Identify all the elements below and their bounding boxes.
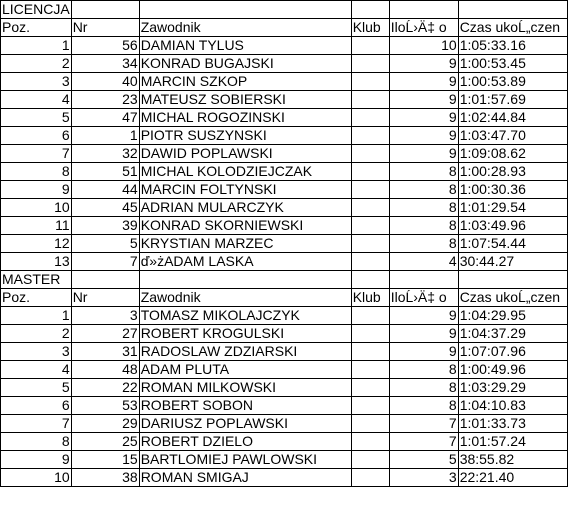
cell-nr[interactable]: 44 <box>71 181 139 199</box>
table-row <box>1 469 568 487</box>
cell-czas[interactable]: 1:04:29.95 <box>458 307 567 325</box>
cell-zawodnik[interactable]: KONRAD BUGAJSKI <box>139 55 351 73</box>
cell-nr[interactable]: 48 <box>71 361 139 379</box>
cell-czas[interactable]: 1:01:57.69 <box>458 91 567 109</box>
cell-czas[interactable]: 1:01:29.54 <box>458 199 567 217</box>
table-row <box>1 109 568 127</box>
cell-zawodnik[interactable]: PIOTR SUSZYNSKI <box>139 127 351 145</box>
cell-zawodnik[interactable]: DAMIAN TYLUS <box>139 37 351 55</box>
table-row <box>1 325 568 343</box>
header-ilosc[interactable]: IloĹ›Ä‡ o <box>389 19 458 37</box>
cell-czas[interactable]: 1:01:57.24 <box>458 433 567 451</box>
cell-poz[interactable]: 7 <box>1 415 72 433</box>
cell-klub[interactable] <box>351 55 389 73</box>
table-row <box>1 451 568 469</box>
cell-ilosc[interactable]: 8 <box>389 361 458 379</box>
header-czas[interactable]: Czas ukoĹ„czen <box>458 289 567 307</box>
table-row <box>1 415 568 433</box>
empty-cell[interactable] <box>458 271 567 289</box>
empty-cell[interactable] <box>71 271 139 289</box>
cell-nr[interactable]: 1 <box>71 127 139 145</box>
cell-poz[interactable]: 3 <box>1 73 72 91</box>
empty-cell[interactable] <box>351 1 389 19</box>
cell-klub[interactable] <box>351 397 389 415</box>
table-row <box>1 91 568 109</box>
cell-klub[interactable] <box>351 415 389 433</box>
cell-zawodnik[interactable]: ADAM PLUTA <box>139 361 351 379</box>
cell-nr[interactable]: 56 <box>71 37 139 55</box>
cell-czas[interactable]: 1:04:37.29 <box>458 325 567 343</box>
cell-nr[interactable]: 22 <box>71 379 139 397</box>
cell-czas[interactable]: 1:00:30.36 <box>458 181 567 199</box>
cell-ilosc[interactable]: 9 <box>389 307 458 325</box>
table-row <box>1 343 568 361</box>
cell-czas[interactable]: 1:02:44.84 <box>458 109 567 127</box>
cell-zawodnik[interactable]: MICHAL ROGOZINSKI <box>139 109 351 127</box>
header-row <box>1 19 568 37</box>
cell-poz[interactable]: 10 <box>1 469 72 487</box>
cell-poz[interactable]: 5 <box>1 109 72 127</box>
cell-ilosc[interactable]: 5 <box>389 451 458 469</box>
header-row <box>1 289 568 307</box>
table-row <box>1 217 568 235</box>
cell-ilosc[interactable]: 3 <box>389 469 458 487</box>
cell-klub[interactable] <box>351 163 389 181</box>
cell-zawodnik[interactable]: DAWID POPLAWSKI <box>139 145 351 163</box>
table-row <box>1 361 568 379</box>
cell-poz[interactable]: 2 <box>1 325 72 343</box>
cell-zawodnik[interactable]: ď»żADAM LASKA <box>139 253 351 271</box>
table-row <box>1 433 568 451</box>
cell-klub[interactable] <box>351 91 389 109</box>
cell-klub[interactable] <box>351 361 389 379</box>
header-zawodnik[interactable]: Zawodnik <box>139 19 351 37</box>
cell-ilosc[interactable]: 8 <box>389 397 458 415</box>
cell-poz[interactable]: 4 <box>1 91 72 109</box>
cell-poz[interactable]: 9 <box>1 181 72 199</box>
section-title-row <box>1 271 568 289</box>
cell-poz[interactable]: 9 <box>1 451 72 469</box>
table-row <box>1 73 568 91</box>
cell-nr[interactable]: 38 <box>71 469 139 487</box>
cell-nr[interactable]: 32 <box>71 145 139 163</box>
cell-zawodnik[interactable]: MARCIN FOLTYNSKI <box>139 181 351 199</box>
cell-ilosc[interactable]: 9 <box>389 109 458 127</box>
cell-ilosc[interactable]: 7 <box>389 415 458 433</box>
cell-poz[interactable]: 3 <box>1 343 72 361</box>
cell-nr[interactable]: 39 <box>71 217 139 235</box>
table-row <box>1 55 568 73</box>
empty-cell[interactable] <box>389 1 458 19</box>
cell-zawodnik[interactable]: ROBERT SOBON <box>139 397 351 415</box>
cell-poz[interactable]: 13 <box>1 253 72 271</box>
table-row <box>1 199 568 217</box>
empty-cell[interactable] <box>71 1 139 19</box>
cell-poz[interactable]: 10 <box>1 199 72 217</box>
cell-zawodnik[interactable]: RADOSLAW ZDZIARSKI <box>139 343 351 361</box>
empty-cell[interactable] <box>139 271 351 289</box>
cell-ilosc[interactable]: 8 <box>389 199 458 217</box>
cell-ilosc[interactable]: 7 <box>389 433 458 451</box>
cell-klub[interactable] <box>351 127 389 145</box>
cell-klub[interactable] <box>351 325 389 343</box>
cell-nr[interactable]: 27 <box>71 325 139 343</box>
cell-klub[interactable] <box>351 37 389 55</box>
header-klub[interactable]: Klub <box>351 19 389 37</box>
cell-klub[interactable] <box>351 109 389 127</box>
cell-nr[interactable]: 29 <box>71 415 139 433</box>
cell-klub[interactable] <box>351 379 389 397</box>
cell-czas[interactable]: 38:55.82 <box>458 451 567 469</box>
cell-poz[interactable]: 4 <box>1 361 72 379</box>
cell-klub[interactable] <box>351 343 389 361</box>
cell-nr[interactable]: 23 <box>71 91 139 109</box>
cell-ilosc[interactable]: 8 <box>389 163 458 181</box>
cell-zawodnik[interactable]: KRYSTIAN MARZEC <box>139 235 351 253</box>
cell-nr[interactable]: 31 <box>71 343 139 361</box>
cell-nr[interactable]: 15 <box>71 451 139 469</box>
cell-ilosc[interactable]: 9 <box>389 145 458 163</box>
table-row <box>1 307 568 325</box>
cell-czas[interactable]: 1:07:07.96 <box>458 343 567 361</box>
cell-nr[interactable]: 7 <box>71 253 139 271</box>
cell-klub[interactable] <box>351 73 389 91</box>
cell-nr[interactable]: 47 <box>71 109 139 127</box>
cell-czas[interactable]: 1:04:10.83 <box>458 397 567 415</box>
cell-czas[interactable]: 1:00:49.96 <box>458 361 567 379</box>
table-row <box>1 181 568 199</box>
cell-poz[interactable]: 1 <box>1 307 72 325</box>
cell-poz[interactable]: 11 <box>1 217 72 235</box>
header-nr[interactable]: Nr <box>71 289 139 307</box>
cell-ilosc[interactable]: 8 <box>389 379 458 397</box>
cell-poz[interactable]: 8 <box>1 433 72 451</box>
header-poz[interactable]: Poz. <box>1 19 72 37</box>
cell-ilosc[interactable]: 9 <box>389 73 458 91</box>
section-title[interactable]: MASTER <box>1 271 72 289</box>
cell-ilosc[interactable]: 9 <box>389 325 458 343</box>
section-title[interactable]: LICENCJA <box>2 1 70 17</box>
cell-klub[interactable] <box>351 217 389 235</box>
cell-ilosc[interactable]: 9 <box>389 55 458 73</box>
table-row <box>1 397 568 415</box>
cell-zawodnik[interactable]: DARIUSZ POPLAWSKI <box>139 415 351 433</box>
table-row <box>1 253 568 271</box>
cell-zawodnik[interactable]: TOMASZ MIKOLAJCZYK <box>139 307 351 325</box>
cell-zawodnik[interactable]: MATEUSZ SOBIERSKI <box>139 91 351 109</box>
cell-zawodnik[interactable]: MICHAL KOLODZIEJCZAK <box>139 163 351 181</box>
cell-czas[interactable]: 1:09:08.62 <box>458 145 567 163</box>
cell-nr[interactable]: 51 <box>71 163 139 181</box>
header-czas[interactable]: Czas ukoĹ„czen <box>458 19 567 37</box>
cell-poz[interactable]: 1 <box>1 37 72 55</box>
cell-zawodnik[interactable]: KONRAD SKORNIEWSKI <box>139 217 351 235</box>
table-row <box>1 235 568 253</box>
cell-zawodnik[interactable]: ADRIAN MULARCZYK <box>139 199 351 217</box>
cell-ilosc[interactable]: 8 <box>389 217 458 235</box>
cell-ilosc[interactable]: 4 <box>389 253 458 271</box>
cell-ilosc[interactable]: 9 <box>389 91 458 109</box>
cell-klub[interactable] <box>351 433 389 451</box>
cell-poz[interactable]: 6 <box>1 127 72 145</box>
cell-nr[interactable]: 3 <box>71 307 139 325</box>
cell-nr[interactable]: 34 <box>71 55 139 73</box>
cell-poz[interactable]: 8 <box>1 163 72 181</box>
cell-klub[interactable] <box>351 145 389 163</box>
cell-poz[interactable]: 7 <box>1 145 72 163</box>
table-row <box>1 37 568 55</box>
cell-klub[interactable] <box>351 199 389 217</box>
empty-cell[interactable] <box>458 1 567 19</box>
cell-zawodnik[interactable]: ROMAN MILKOWSKI <box>139 379 351 397</box>
cell-zawodnik[interactable]: ROBERT KROGULSKI <box>139 325 351 343</box>
cell-czas[interactable]: 1:03:47.70 <box>458 127 567 145</box>
empty-cell[interactable] <box>389 271 458 289</box>
cell-nr[interactable]: 5 <box>71 235 139 253</box>
cell-ilosc[interactable]: 9 <box>389 343 458 361</box>
cell-zawodnik[interactable]: MARCIN SZKOP <box>139 73 351 91</box>
cell-klub[interactable] <box>351 469 389 487</box>
cell-poz[interactable]: 5 <box>1 379 72 397</box>
cell-klub[interactable] <box>351 307 389 325</box>
cell-klub[interactable] <box>351 451 389 469</box>
header-zawodnik[interactable]: Zawodnik <box>139 289 351 307</box>
table-row <box>1 379 568 397</box>
cell-czas[interactable]: 1:07:54.44 <box>458 235 567 253</box>
cell-czas[interactable]: 1:00:53.89 <box>458 73 567 91</box>
cell-zawodnik[interactable]: ROBERT DZIELO <box>139 433 351 451</box>
table-row <box>1 127 568 145</box>
cell-poz[interactable]: 6 <box>1 397 72 415</box>
empty-cell[interactable] <box>351 271 389 289</box>
table-row <box>1 145 568 163</box>
cell-nr[interactable]: 45 <box>71 199 139 217</box>
cell-nr[interactable]: 53 <box>71 397 139 415</box>
cell-czas[interactable]: 1:03:49.96 <box>458 217 567 235</box>
header-klub[interactable]: Klub <box>351 289 389 307</box>
sheet-body <box>1 1 568 487</box>
cell-ilosc[interactable]: 10 <box>389 37 458 55</box>
cell-czas[interactable]: 1:00:28.93 <box>458 163 567 181</box>
cell-klub[interactable] <box>351 181 389 199</box>
cell-czas[interactable]: 1:00:53.45 <box>458 55 567 73</box>
table-row <box>1 163 568 181</box>
cell-zawodnik[interactable]: BARTLOMIEJ PAWLOWSKI <box>139 451 351 469</box>
cell-klub[interactable] <box>351 235 389 253</box>
cell-klub[interactable] <box>351 253 389 271</box>
cell-zawodnik[interactable]: ROMAN SMIGAJ <box>139 469 351 487</box>
cell-poz[interactable]: 12 <box>1 235 72 253</box>
cell-czas[interactable]: 1:03:29.29 <box>458 379 567 397</box>
cell-czas[interactable]: 1:01:33.73 <box>458 415 567 433</box>
cell-nr[interactable]: 40 <box>71 73 139 91</box>
header-ilosc[interactable]: IloĹ›Ä‡ o <box>389 289 458 307</box>
header-poz[interactable]: Poz. <box>1 289 72 307</box>
cell-czas[interactable]: 22:21.40 <box>458 469 567 487</box>
section-title-row <box>1 1 568 19</box>
cell-czas[interactable]: 30:44.27 <box>458 253 567 271</box>
cell-ilosc[interactable]: 9 <box>389 127 458 145</box>
empty-cell[interactable] <box>139 1 351 19</box>
cell-czas[interactable]: 1:05:33.16 <box>458 37 567 55</box>
cell-ilosc[interactable]: 8 <box>389 181 458 199</box>
cell-ilosc[interactable]: 8 <box>389 235 458 253</box>
header-nr[interactable]: Nr <box>71 19 139 37</box>
cell-nr[interactable]: 25 <box>71 433 139 451</box>
cell-poz[interactable]: 2 <box>1 55 72 73</box>
